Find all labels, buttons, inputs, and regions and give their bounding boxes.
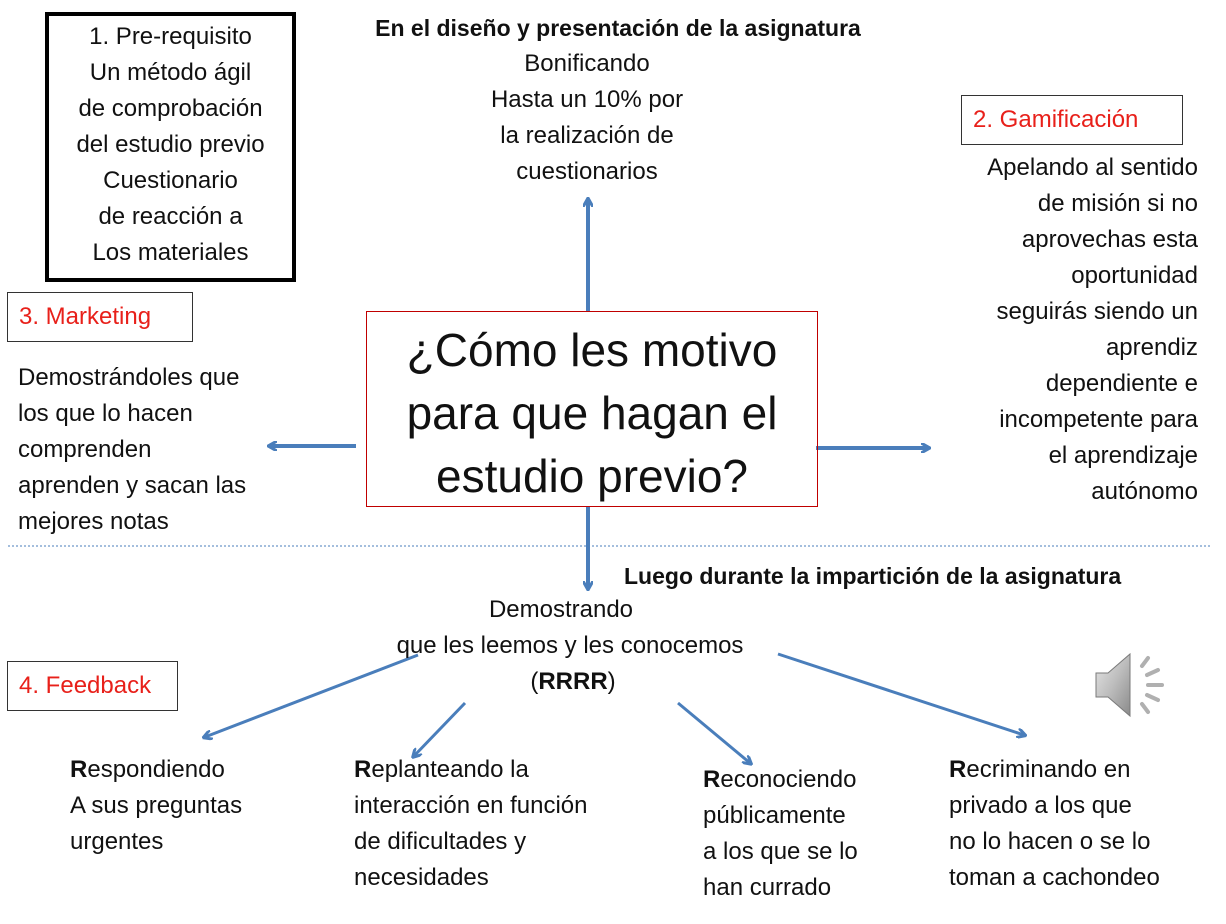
- arrow-r4: [778, 654, 1024, 735]
- r-item-reconociendo: [703, 762, 933, 906]
- r-item-line: públicamente: [703, 802, 846, 829]
- prereq-line: Un método ágil: [89, 59, 252, 86]
- gamification-line: oportunidad: [1071, 262, 1198, 289]
- r-item-line: han currado: [703, 874, 832, 901]
- top-line: Hasta un 10% por: [490, 86, 684, 113]
- gamification-line: dependiente e: [1045, 370, 1198, 397]
- prereq-line: de comprobación: [78, 95, 263, 122]
- r-item-first-line: [70, 752, 340, 788]
- prereq-title: 1. Pre-requisito: [89, 23, 252, 50]
- r-item-line: toman a cachondeo: [949, 864, 1160, 891]
- gamification-line: autónomo: [1091, 478, 1198, 505]
- top-line: la realización de: [500, 122, 674, 149]
- gamification-line: aprovechas esta: [1021, 226, 1198, 253]
- marketing-line: comprenden: [18, 436, 152, 463]
- prereq-line: del estudio previo: [76, 131, 265, 158]
- marketing-line: mejores notas: [18, 508, 169, 535]
- r-item-line: no lo hacen o se lo: [949, 828, 1151, 855]
- rrrr-line: [366, 664, 786, 700]
- r-item-line: de dificultades y: [354, 828, 527, 855]
- gamification-label-box: [961, 95, 1183, 145]
- top-text: [430, 46, 744, 190]
- r-item-first-line: [354, 752, 654, 788]
- marketing-label-box: [7, 292, 193, 342]
- central-line: estudio previo?: [436, 450, 748, 502]
- paren-close: ): [607, 668, 616, 695]
- top-line: Bonificando: [524, 50, 650, 77]
- gamification-line: de misión si no: [1037, 190, 1198, 217]
- top-heading: En el diseño y presentación de la asignatura: [375, 15, 861, 41]
- r-item-recriminando: [949, 752, 1219, 896]
- r-rest: eplanteando la: [371, 756, 529, 783]
- bottom-line: Demostrando: [488, 596, 634, 623]
- r-item-respondiendo: [70, 752, 340, 860]
- marketing-label: 3. Marketing: [19, 303, 152, 330]
- r-item-line: necesidades: [354, 864, 489, 891]
- central-line: para que hagan el: [406, 387, 778, 439]
- r-initial: R: [703, 766, 721, 793]
- r-item-line: A sus preguntas: [70, 792, 243, 819]
- r-rest: ecriminando en: [966, 756, 1131, 783]
- marketing-line: los que lo hacen: [18, 400, 193, 427]
- r-rest: econociendo: [720, 766, 857, 793]
- arrow-r3: [678, 703, 750, 763]
- gamification-label: 2. Gamificación: [973, 106, 1139, 133]
- r-item-line: privado a los que: [949, 792, 1132, 819]
- r-initial: R: [70, 756, 88, 783]
- r-item-line: urgentes: [70, 828, 164, 855]
- gamification-line: el aprendizaje: [1048, 442, 1198, 469]
- marketing-text: [18, 360, 288, 540]
- r-item-line: interacción en función: [354, 792, 588, 819]
- bottom-heading: Luego durante la impartición de la asignatura: [624, 563, 1122, 589]
- bottom-text: [366, 592, 786, 700]
- gamification-text: [930, 150, 1198, 510]
- prereq-line: Los materiales: [92, 239, 249, 266]
- prereq-line: de reacción a: [98, 203, 243, 230]
- gamification-line: seguirás siendo un: [996, 298, 1198, 325]
- central-question-box: [366, 311, 818, 507]
- marketing-line: aprenden y sacan las: [18, 472, 247, 499]
- gamification-line: Apelando al sentido: [987, 154, 1198, 181]
- r-initial: R: [949, 756, 967, 783]
- prereq-box: [45, 12, 296, 282]
- feedback-label-box: [7, 661, 178, 711]
- bottom-line: que les leemos y les conocemos: [396, 632, 744, 659]
- r-item-line: a los que se lo: [703, 838, 858, 865]
- arrow-r2: [414, 703, 465, 756]
- r-initial: R: [354, 756, 372, 783]
- r-item-replanteando: [354, 752, 654, 896]
- rrrr-acronym: RRRR: [538, 668, 608, 695]
- prereq-line: Cuestionario: [103, 167, 238, 194]
- speaker-glyph: [1090, 646, 1172, 724]
- top-line: cuestionarios: [516, 158, 658, 185]
- paren-open: (: [530, 668, 539, 695]
- gamification-line: aprendiz: [1105, 334, 1198, 361]
- central-line: ¿Cómo les motivo: [406, 324, 778, 376]
- marketing-line: Demostrándoles que: [18, 364, 240, 391]
- feedback-label: 4. Feedback: [19, 672, 152, 699]
- r-item-first-line: [949, 752, 1219, 788]
- r-rest: espondiendo: [87, 756, 225, 783]
- r-item-first-line: [703, 762, 933, 798]
- gamification-line: incompetente para: [999, 406, 1198, 433]
- speaker-icon[interactable]: [1090, 646, 1172, 724]
